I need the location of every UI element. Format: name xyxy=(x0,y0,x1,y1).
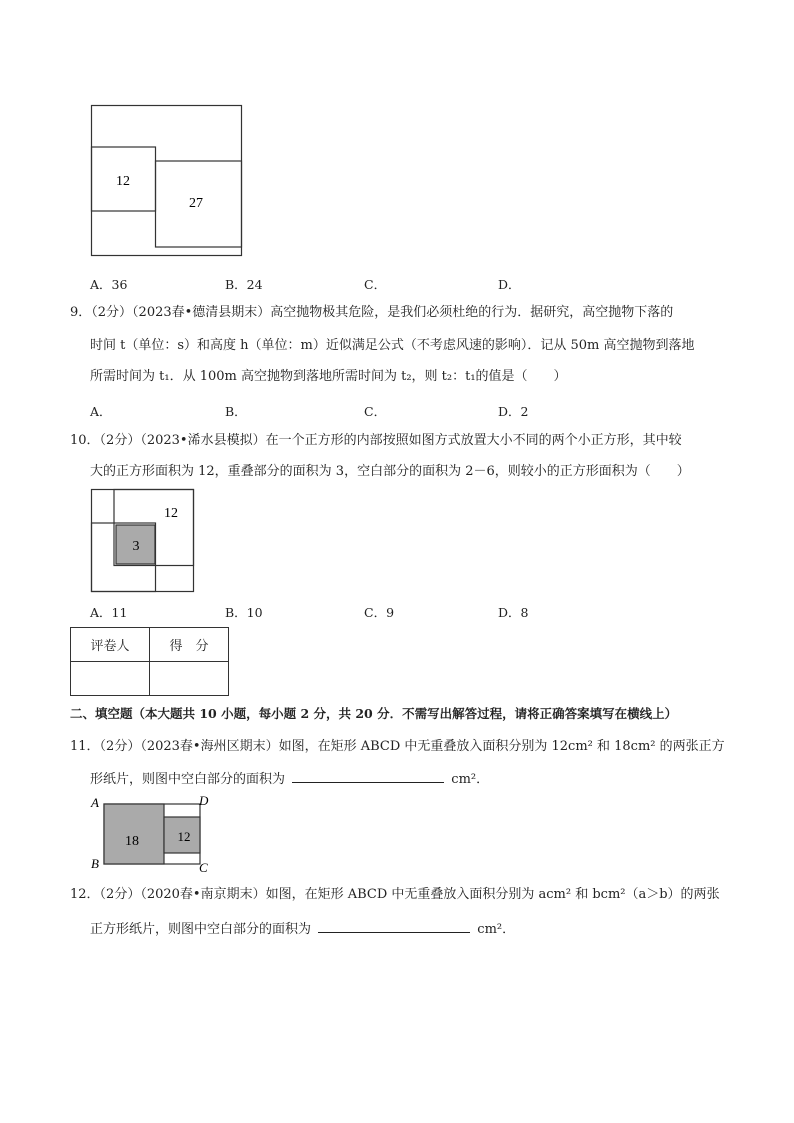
q10-figure xyxy=(90,488,196,594)
q8-outer-square xyxy=(92,106,242,256)
score-table-score-header: 得 分 xyxy=(150,628,229,662)
q10-large-label: 12 xyxy=(164,506,178,521)
q11-line-2-text: 形纸片，则图中空白部分的面积为 xyxy=(90,772,286,787)
q10-line-2: 大的正方形面积为 12，重叠部分的面积为 3，空白部分的面积为 2－6，则较小的正方形面积为（ ） xyxy=(90,464,690,479)
q8-option-a[interactable]: A．36 xyxy=(90,277,128,292)
q9-option-d[interactable]: D．2 xyxy=(498,404,529,419)
q11-vertex-a: A xyxy=(91,795,99,810)
q8-figure xyxy=(90,104,244,258)
q10-option-b[interactable]: B．10 xyxy=(225,605,263,620)
q11-vertex-c: C xyxy=(199,860,208,874)
q9-line-1: 9．（2分）（2023春•德清县期末）高空抛物极其危险，是我们必须杜绝的行为．据研究，高空抛物下落的 xyxy=(70,305,674,320)
section-2-heading: 二、填空题（本大题共 10 小题，每小题 2 分，共 20 分．不需写出解答过程，请将正确答案填写在横线上） xyxy=(70,706,678,721)
q12-line-2-text: 正方形纸片，则图中空白部分的面积为 xyxy=(90,922,312,937)
q9-option-b[interactable]: B． xyxy=(225,404,247,419)
q10-option-c[interactable]: C．9 xyxy=(364,605,395,620)
score-table-grader-cell[interactable] xyxy=(71,662,150,696)
q9-option-a[interactable]: A． xyxy=(90,404,112,419)
q8-small-label: 12 xyxy=(116,174,130,189)
score-table-grader-header: 评卷人 xyxy=(71,628,150,662)
q11-line-2 xyxy=(90,768,489,789)
q9-line-3: 所需时间为 t₁．从 100m 高空抛物到落地所需时间为 t₂，则 t₂：t₁的值是（ ） xyxy=(90,369,567,384)
q8-large-label: 27 xyxy=(189,196,203,211)
score-table-score-cell[interactable] xyxy=(150,662,229,696)
q12-line-1: 12．（2分）（2020春•南京期末）如图，在矩形 ABCD 中无重叠放入面积分别为 acm² 和 bcm²（a＞b）的两张 xyxy=(70,887,720,902)
q8-option-c[interactable]: C． xyxy=(364,277,387,292)
q8-option-b[interactable]: B．24 xyxy=(225,277,263,292)
q11-vertex-b: B xyxy=(91,856,99,871)
q9-line-2: 时间 t（单位：s）和高度 h（单位：m）近似满足公式（不考虑风速的影响）．记从 50m 高空抛物到落地 xyxy=(90,338,695,353)
q11-small-square-label: 12 xyxy=(177,829,191,844)
q11-big-square-label: 18 xyxy=(125,834,139,849)
q12-line-2 xyxy=(90,918,515,939)
q11-vertex-d: D xyxy=(199,794,209,808)
q11-answer-blank[interactable] xyxy=(292,768,444,783)
q9-option-c[interactable]: C． xyxy=(364,404,387,419)
q10-option-a[interactable]: A．11 xyxy=(90,605,128,620)
q11-unit: cm²． xyxy=(451,772,490,787)
q8-option-d[interactable]: D． xyxy=(498,277,521,292)
q10-overlap-label: 3 xyxy=(132,539,140,554)
score-table xyxy=(70,627,229,696)
q11-figure xyxy=(88,794,216,874)
q12-unit: cm²． xyxy=(477,922,516,937)
q10-option-d[interactable]: D．8 xyxy=(498,605,529,620)
q10-line-1: 10．（2分）（2023•浠水县模拟）在一个正方形的内部按照如图方式放置大小不同的两个小正方形，其中较 xyxy=(70,433,682,448)
q11-line-1: 11．（2分）（2023春•海州区期末）如图，在矩形 ABCD 中无重叠放入面积分别为 12cm² 和 18cm² 的两张正方 xyxy=(70,739,725,754)
q12-answer-blank[interactable] xyxy=(318,918,470,933)
